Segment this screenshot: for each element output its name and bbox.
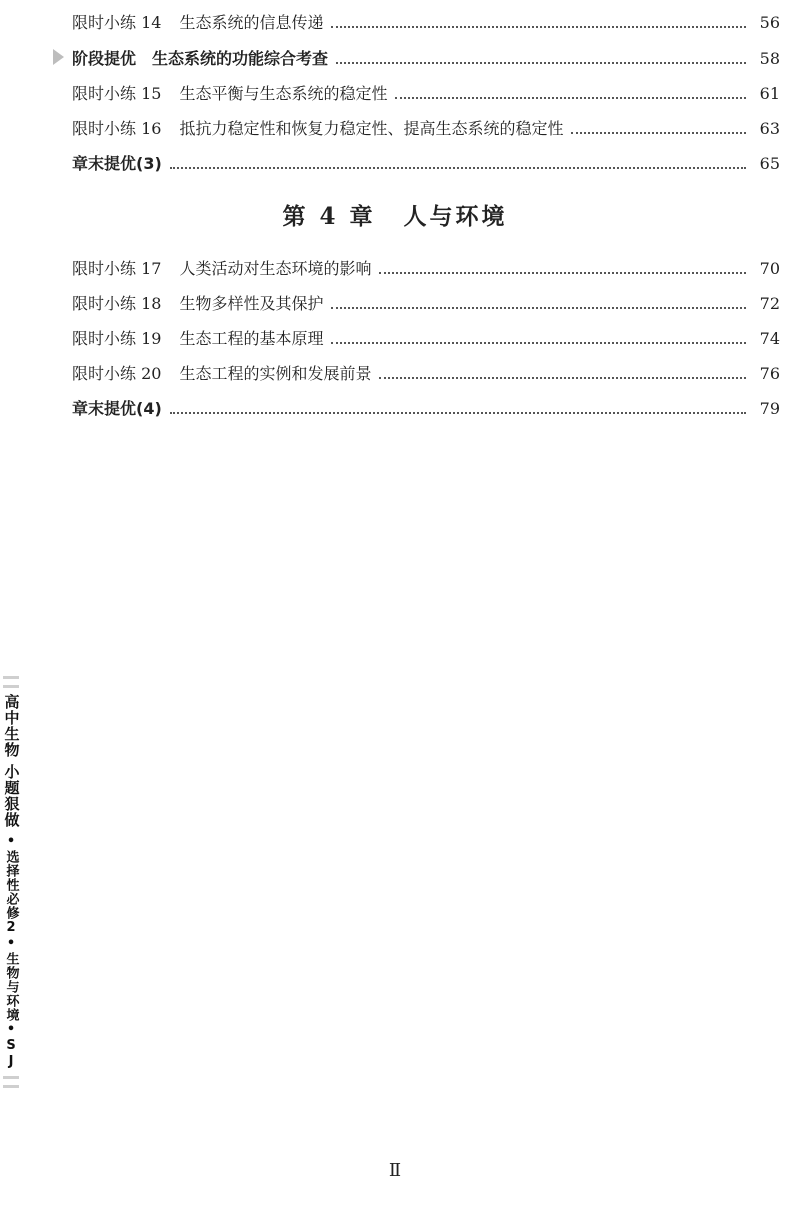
spine-top-bar xyxy=(3,676,19,688)
spine-edition: •选择性必修2•生物与环境•SJ xyxy=(3,834,19,1070)
toc-row[interactable] xyxy=(72,255,780,279)
dot-leader xyxy=(170,412,746,414)
toc-entry-text xyxy=(72,119,563,139)
toc-entry-text xyxy=(72,294,323,314)
toc-entry-number: 限时小练 17 xyxy=(72,259,162,278)
dot-leader xyxy=(331,342,746,344)
toc-entry-text xyxy=(72,259,371,279)
section-marker-icon xyxy=(53,49,64,65)
toc-row[interactable] xyxy=(72,360,780,384)
dot-leader xyxy=(571,132,746,134)
toc-entry-text xyxy=(72,364,371,384)
toc-entry-page: 74 xyxy=(759,329,780,348)
toc-entry-title: 生态系统的信息传递 xyxy=(179,13,324,32)
toc-entry-text xyxy=(72,84,387,104)
toc-row[interactable] xyxy=(72,325,780,349)
toc-row[interactable] xyxy=(72,290,780,314)
toc-entry-text xyxy=(72,154,162,174)
spine-label xyxy=(0,676,22,1088)
spine-subject: 高中生物 xyxy=(2,694,21,758)
toc-entry-page: 79 xyxy=(759,399,780,418)
toc-entry-page: 63 xyxy=(759,119,780,138)
toc-entry-number: 限时小练 19 xyxy=(72,329,162,348)
toc-entry-number: 限时小练 14 xyxy=(72,13,162,32)
chapter-title: 人与环境 xyxy=(403,203,508,230)
toc-entry-text xyxy=(72,49,328,69)
toc-row[interactable] xyxy=(72,395,780,419)
toc-entry-title: 生态平衡与生态系统的稳定性 xyxy=(179,84,388,103)
toc-row[interactable] xyxy=(72,80,780,104)
toc-entry-number: 限时小练 20 xyxy=(72,364,162,383)
dot-leader xyxy=(170,167,746,169)
page-number: Ⅱ xyxy=(388,1160,402,1181)
dot-leader xyxy=(379,377,746,379)
toc-entry-title: 生物多样性及其保护 xyxy=(179,294,324,313)
toc-entry-title: 章末提优(4) xyxy=(72,399,162,418)
toc-entry-text xyxy=(72,329,323,349)
dot-leader xyxy=(395,97,746,99)
toc-row[interactable] xyxy=(72,150,780,174)
toc-entry-number: 限时小练 18 xyxy=(72,294,162,313)
toc-entry-title: 人类活动对生态环境的影响 xyxy=(179,259,372,278)
dot-leader xyxy=(379,272,746,274)
dot-leader xyxy=(331,307,746,309)
toc-row[interactable] xyxy=(72,9,780,33)
toc-entry-title: 阶段提优 生态系统的功能综合考查 xyxy=(72,49,329,68)
toc-entry-page: 65 xyxy=(759,154,780,173)
toc-entry-page: 61 xyxy=(759,84,780,103)
toc-entry-title: 生态工程的实例和发展前景 xyxy=(179,364,372,383)
spine-bottom-bar xyxy=(3,1076,19,1088)
toc-entry-page: 58 xyxy=(759,49,780,68)
toc-entry-number: 限时小练 16 xyxy=(72,119,162,138)
toc-entry-title: 抵抗力稳定性和恢复力稳定性、提高生态系统的稳定性 xyxy=(179,119,564,138)
dot-leader xyxy=(331,26,746,28)
toc-entry-text xyxy=(72,13,323,33)
dot-leader xyxy=(336,62,746,64)
toc-entry-page: 72 xyxy=(759,294,780,313)
toc-entry-text xyxy=(72,399,162,419)
spine-series: 小题狠做 xyxy=(2,764,21,828)
chapter-label: 第 4 章 xyxy=(282,203,376,230)
toc-row[interactable] xyxy=(72,115,780,139)
toc-entry-page: 56 xyxy=(759,13,780,32)
toc-entry-number: 限时小练 15 xyxy=(72,84,162,103)
toc-row[interactable] xyxy=(72,45,780,69)
toc-entry-title: 生态工程的基本原理 xyxy=(179,329,324,348)
toc-entry-page: 70 xyxy=(759,259,780,278)
toc-entry-title: 章末提优(3) xyxy=(72,154,162,173)
toc-entry-page: 76 xyxy=(759,364,780,383)
chapter-heading xyxy=(0,198,790,231)
